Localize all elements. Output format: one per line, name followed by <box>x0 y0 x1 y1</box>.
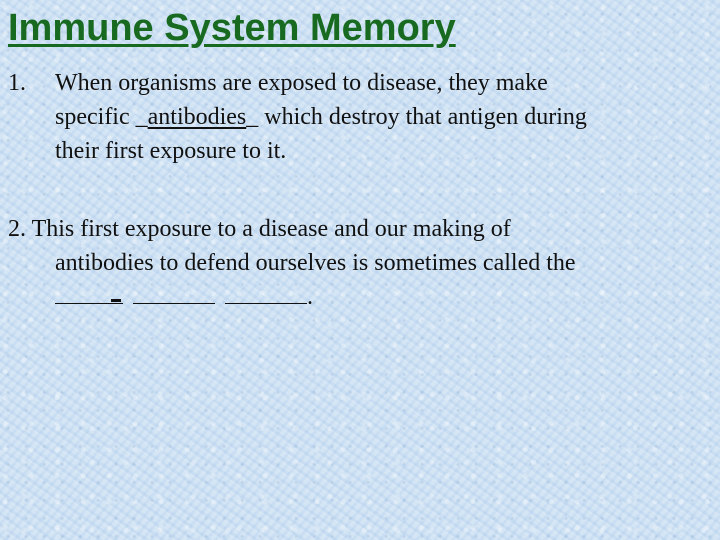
item-number: 1. <box>8 70 26 96</box>
empty-blank-2 <box>133 281 215 304</box>
blank-dash <box>111 299 121 302</box>
item-2-period: . <box>307 284 313 310</box>
item-1-line-1: When organisms are exposed to disease, they make <box>55 70 548 96</box>
filled-blank-answer: antibodies <box>147 104 247 130</box>
item-1-text-after-blank: _ which destroy that antigen during <box>246 104 587 130</box>
item-2-line-2: antibodies to defend ourselves is sometimes called the <box>55 250 576 276</box>
empty-blank-3 <box>225 281 307 304</box>
item-1-line-3: their first exposure to it. <box>55 138 287 164</box>
item-1-line-2 <box>8 100 698 134</box>
list-item-2 <box>8 212 698 314</box>
slide-title: Immune System Memory <box>8 7 456 49</box>
item-2-line-3 <box>8 280 698 314</box>
list-item-1 <box>8 66 698 168</box>
item-2-line-1: 2. This first exposure to a disease and our making of <box>8 216 511 242</box>
item-1-text-before-blank: specific _ <box>55 104 148 130</box>
